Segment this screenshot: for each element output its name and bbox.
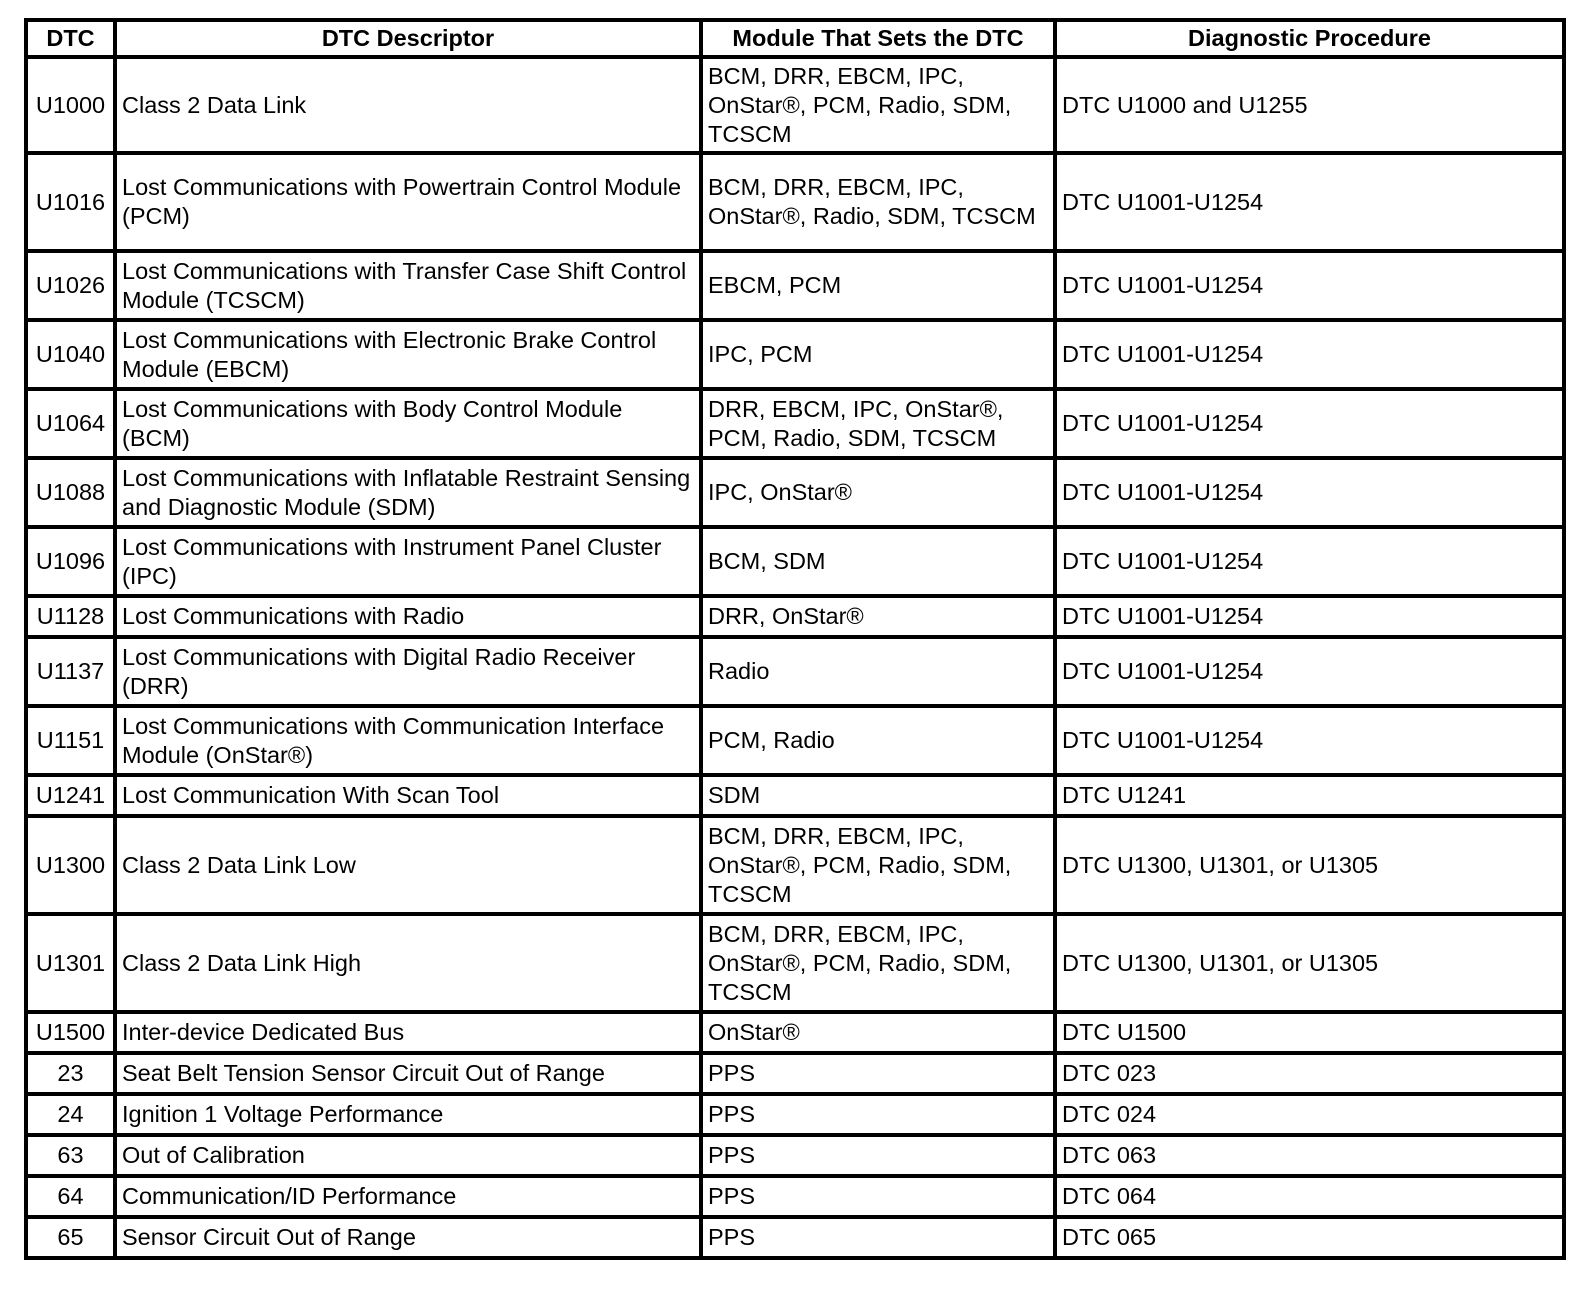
dtc-procedure: DTC U1001-U1254 xyxy=(1055,320,1564,389)
table-row xyxy=(26,1135,1564,1176)
dtc-procedure: DTC U1300, U1301, or U1305 xyxy=(1055,816,1564,914)
table-row xyxy=(26,527,1564,596)
dtc-code: U1128 xyxy=(26,596,115,637)
table-row xyxy=(26,1217,1564,1258)
dtc-procedure: DTC U1001-U1254 xyxy=(1055,706,1564,775)
dtc-procedure: DTC U1241 xyxy=(1055,775,1564,816)
dtc-descriptor: Lost Communications with Radio xyxy=(115,596,701,637)
table-row xyxy=(26,320,1564,389)
dtc-procedure: DTC U1001-U1254 xyxy=(1055,458,1564,527)
table-row xyxy=(26,1012,1564,1053)
dtc-module: PPS xyxy=(701,1135,1055,1176)
table-row xyxy=(26,706,1564,775)
dtc-code: U1000 xyxy=(26,57,115,153)
dtc-code: 63 xyxy=(26,1135,115,1176)
table-row xyxy=(26,914,1564,1012)
dtc-descriptor: Lost Communications with Transfer Case Shift Control Module (TCSCM) xyxy=(115,251,701,320)
dtc-code: 24 xyxy=(26,1094,115,1135)
dtc-descriptor: Lost Communications with Electronic Brake Control Module (EBCM) xyxy=(115,320,701,389)
dtc-descriptor: Class 2 Data Link xyxy=(115,57,701,153)
table-row xyxy=(26,816,1564,914)
table-row xyxy=(26,1053,1564,1094)
dtc-procedure: DTC U1000 and U1255 xyxy=(1055,57,1564,153)
dtc-module: PPS xyxy=(701,1094,1055,1135)
dtc-code: U1151 xyxy=(26,706,115,775)
dtc-descriptor: Inter-device Dedicated Bus xyxy=(115,1012,701,1053)
dtc-module: PCM, Radio xyxy=(701,706,1055,775)
dtc-descriptor: Communication/ID Performance xyxy=(115,1176,701,1217)
dtc-code: U1040 xyxy=(26,320,115,389)
dtc-descriptor: Ignition 1 Voltage Performance xyxy=(115,1094,701,1135)
dtc-procedure: DTC U1300, U1301, or U1305 xyxy=(1055,914,1564,1012)
header-descriptor: DTC Descriptor xyxy=(115,20,701,57)
dtc-procedure: DTC 063 xyxy=(1055,1135,1564,1176)
header-procedure: Diagnostic Procedure xyxy=(1055,20,1564,57)
dtc-code: 64 xyxy=(26,1176,115,1217)
dtc-module: EBCM, PCM xyxy=(701,251,1055,320)
dtc-descriptor: Lost Communications with Digital Radio Receiver (DRR) xyxy=(115,637,701,706)
dtc-code: U1026 xyxy=(26,251,115,320)
table-row xyxy=(26,458,1564,527)
dtc-descriptor: Sensor Circuit Out of Range xyxy=(115,1217,701,1258)
dtc-module: IPC, PCM xyxy=(701,320,1055,389)
dtc-code: U1096 xyxy=(26,527,115,596)
dtc-procedure: DTC 023 xyxy=(1055,1053,1564,1094)
dtc-module: BCM, DRR, EBCM, IPC, OnStar®, PCM, Radio, SDM, TCSCM xyxy=(701,57,1055,153)
table-row xyxy=(26,1094,1564,1135)
dtc-code: U1301 xyxy=(26,914,115,1012)
table-row xyxy=(26,251,1564,320)
dtc-descriptor: Lost Communications with Inflatable Restraint Sensing and Diagnostic Module (SDM) xyxy=(115,458,701,527)
dtc-code: U1016 xyxy=(26,153,115,251)
dtc-module: BCM, DRR, EBCM, IPC, OnStar®, Radio, SDM, TCSCM xyxy=(701,153,1055,251)
dtc-code: 65 xyxy=(26,1217,115,1258)
dtc-code: U1137 xyxy=(26,637,115,706)
dtc-module: OnStar® xyxy=(701,1012,1055,1053)
dtc-module: SDM xyxy=(701,775,1055,816)
dtc-code: U1500 xyxy=(26,1012,115,1053)
dtc-procedure: DTC 064 xyxy=(1055,1176,1564,1217)
dtc-code: 23 xyxy=(26,1053,115,1094)
dtc-descriptor: Class 2 Data Link Low xyxy=(115,816,701,914)
dtc-descriptor: Out of Calibration xyxy=(115,1135,701,1176)
header-dtc: DTC xyxy=(26,20,115,57)
dtc-code: U1064 xyxy=(26,389,115,458)
document-page xyxy=(24,18,1566,1260)
dtc-module: BCM, DRR, EBCM, IPC, OnStar®, PCM, Radio, SDM, TCSCM xyxy=(701,816,1055,914)
dtc-module: PPS xyxy=(701,1176,1055,1217)
dtc-procedure: DTC U1001-U1254 xyxy=(1055,527,1564,596)
dtc-procedure: DTC 024 xyxy=(1055,1094,1564,1135)
dtc-module: DRR, OnStar® xyxy=(701,596,1055,637)
dtc-procedure: DTC U1001-U1254 xyxy=(1055,251,1564,320)
dtc-table xyxy=(24,18,1566,1260)
table-row xyxy=(26,596,1564,637)
dtc-descriptor: Lost Communications with Instrument Panel Cluster (IPC) xyxy=(115,527,701,596)
dtc-module: BCM, SDM xyxy=(701,527,1055,596)
table-row xyxy=(26,1176,1564,1217)
dtc-procedure: DTC U1500 xyxy=(1055,1012,1564,1053)
table-row xyxy=(26,637,1564,706)
dtc-procedure: DTC U1001-U1254 xyxy=(1055,637,1564,706)
table-row xyxy=(26,389,1564,458)
dtc-procedure: DTC 065 xyxy=(1055,1217,1564,1258)
dtc-procedure: DTC U1001-U1254 xyxy=(1055,596,1564,637)
dtc-descriptor: Lost Communication With Scan Tool xyxy=(115,775,701,816)
dtc-module: DRR, EBCM, IPC, OnStar®, PCM, Radio, SDM, TCSCM xyxy=(701,389,1055,458)
dtc-descriptor: Lost Communications with Powertrain Control Module (PCM) xyxy=(115,153,701,251)
dtc-module: PPS xyxy=(701,1053,1055,1094)
dtc-descriptor: Class 2 Data Link High xyxy=(115,914,701,1012)
dtc-code: U1300 xyxy=(26,816,115,914)
dtc-code: U1241 xyxy=(26,775,115,816)
dtc-descriptor: Seat Belt Tension Sensor Circuit Out of Range xyxy=(115,1053,701,1094)
dtc-module: Radio xyxy=(701,637,1055,706)
dtc-code: U1088 xyxy=(26,458,115,527)
dtc-module: BCM, DRR, EBCM, IPC, OnStar®, PCM, Radio, SDM, TCSCM xyxy=(701,914,1055,1012)
dtc-module: PPS xyxy=(701,1217,1055,1258)
table-row xyxy=(26,775,1564,816)
dtc-descriptor: Lost Communications with Communication Interface Module (OnStar®) xyxy=(115,706,701,775)
dtc-procedure: DTC U1001-U1254 xyxy=(1055,389,1564,458)
table-row xyxy=(26,57,1564,153)
dtc-module: IPC, OnStar® xyxy=(701,458,1055,527)
header-module: Module That Sets the DTC xyxy=(701,20,1055,57)
dtc-descriptor: Lost Communications with Body Control Module (BCM) xyxy=(115,389,701,458)
table-row xyxy=(26,153,1564,251)
table-body xyxy=(26,57,1564,1258)
table-header xyxy=(26,20,1564,57)
dtc-procedure: DTC U1001-U1254 xyxy=(1055,153,1564,251)
header-row xyxy=(26,20,1564,57)
